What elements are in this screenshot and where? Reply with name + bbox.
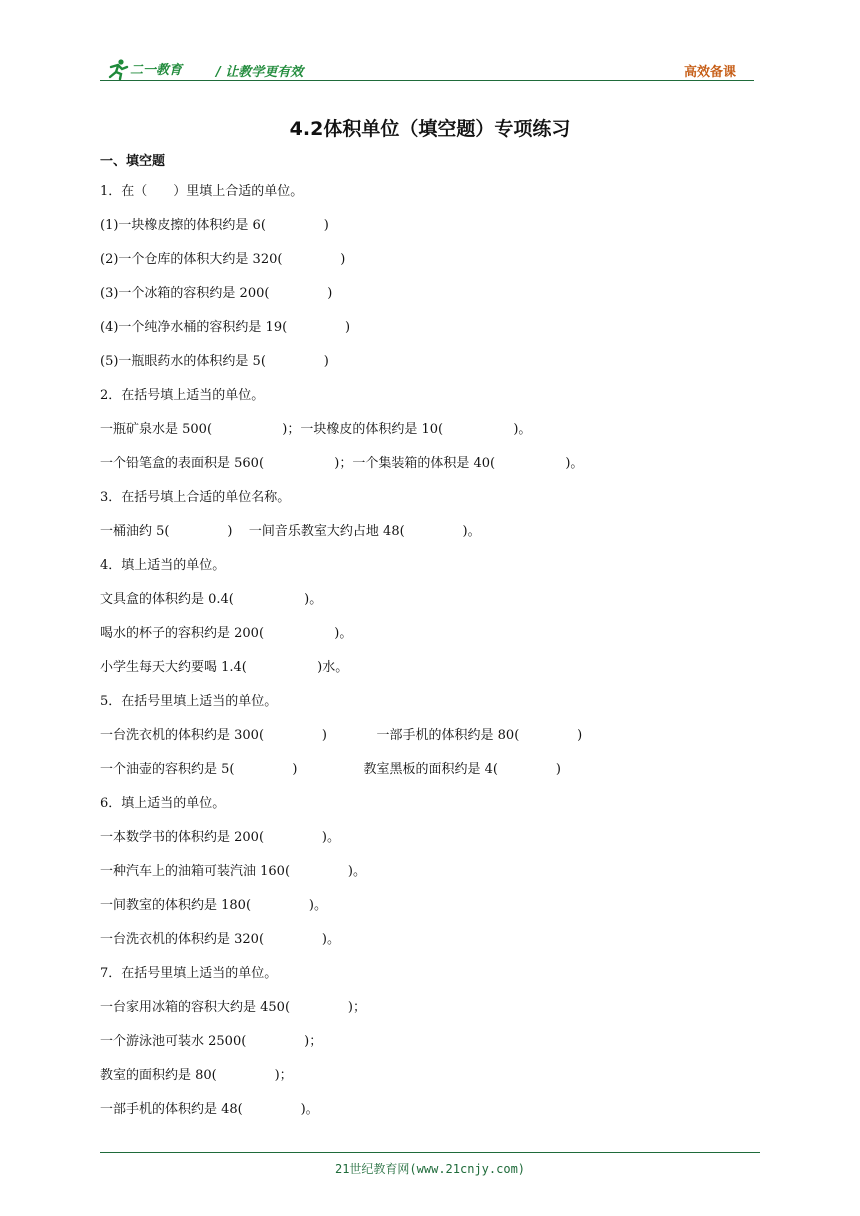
question-7-line-2: 一个游泳池可装水 2500( )； <box>100 1034 323 1049</box>
logo <box>106 58 216 80</box>
question-6-prompt: 6．填上适当的单位。 <box>100 796 226 811</box>
header-slogan: / 让教学更有效 <box>216 65 304 80</box>
question-4-line-1: 文具盒的体积约是 0.4( )。 <box>100 592 323 607</box>
header-divider <box>100 80 754 81</box>
footer-divider <box>100 1152 760 1153</box>
question-7-prompt: 7．在括号里填上适当的单位。 <box>100 966 278 981</box>
section-heading: 一、填空题 <box>100 154 166 169</box>
question-6-line-1: 一本数学书的体积约是 200( )。 <box>100 830 340 845</box>
logo-text: 二一教育 <box>130 63 183 78</box>
footer-text: 21世纪教育网(www.21cnjy.com) <box>334 1162 526 1176</box>
question-2-line-2: 一个铅笔盒的表面积是 560( )；一个集装箱的体积是 40( )。 <box>100 456 584 471</box>
question-1-item-5: (5)一瓶眼药水的体积约是 5( ) <box>100 354 329 369</box>
question-3-prompt: 3．在括号填上合适的单位名称。 <box>100 490 291 505</box>
question-7-line-4: 一部手机的体积约是 48( )。 <box>100 1102 319 1117</box>
question-1-item-2: (2)一个仓库的体积大约是 320( ) <box>100 252 346 267</box>
question-1-item-1: (1)一块橡皮擦的体积约是 6( ) <box>100 218 329 233</box>
question-6-line-4: 一台洗衣机的体积约是 320( )。 <box>100 932 340 947</box>
runner-logo-icon <box>106 58 130 80</box>
question-4-prompt: 4．填上适当的单位。 <box>100 558 226 573</box>
page-title: 4.2体积单位（填空题）专项练习 <box>289 118 571 140</box>
question-5-line-2: 一个油壶的容积约是 5( ) 教室黑板的面积约是 4( ) <box>100 762 561 777</box>
question-3-line-1: 一桶油约 5( ) 一间音乐教室大约占地 48( )。 <box>100 524 481 539</box>
question-5-prompt: 5．在括号里填上适当的单位。 <box>100 694 278 709</box>
question-2-prompt: 2．在括号填上适当的单位。 <box>100 388 265 403</box>
question-6-line-2: 一种汽车上的油箱可装汽油 160( )。 <box>100 864 366 879</box>
question-2-line-1: 一瓶矿泉水是 500( )；一块橡皮的体积约是 10( )。 <box>100 422 532 437</box>
question-5-line-1: 一台洗衣机的体积约是 300( ) 一部手机的体积约是 80( ) <box>100 728 583 743</box>
header-right-label: 高效备课 <box>683 65 736 80</box>
question-1-item-3: (3)一个冰箱的容积约是 200( ) <box>100 286 333 301</box>
question-1-prompt: 1．在（ ）里填上合适的单位。 <box>100 184 304 199</box>
question-7-line-3: 教室的面积约是 80( )； <box>100 1068 293 1083</box>
question-4-line-2: 喝水的杯子的容积约是 200( )。 <box>100 626 353 641</box>
question-4-line-3: 小学生每天大约要喝 1.4( )水。 <box>100 660 349 675</box>
question-1-item-4: (4)一个纯净水桶的容积约是 19( ) <box>100 320 351 335</box>
question-6-line-3: 一间教室的体积约是 180( )。 <box>100 898 327 913</box>
question-7-line-1: 一台家用冰箱的容积大约是 450( )； <box>100 1000 366 1015</box>
